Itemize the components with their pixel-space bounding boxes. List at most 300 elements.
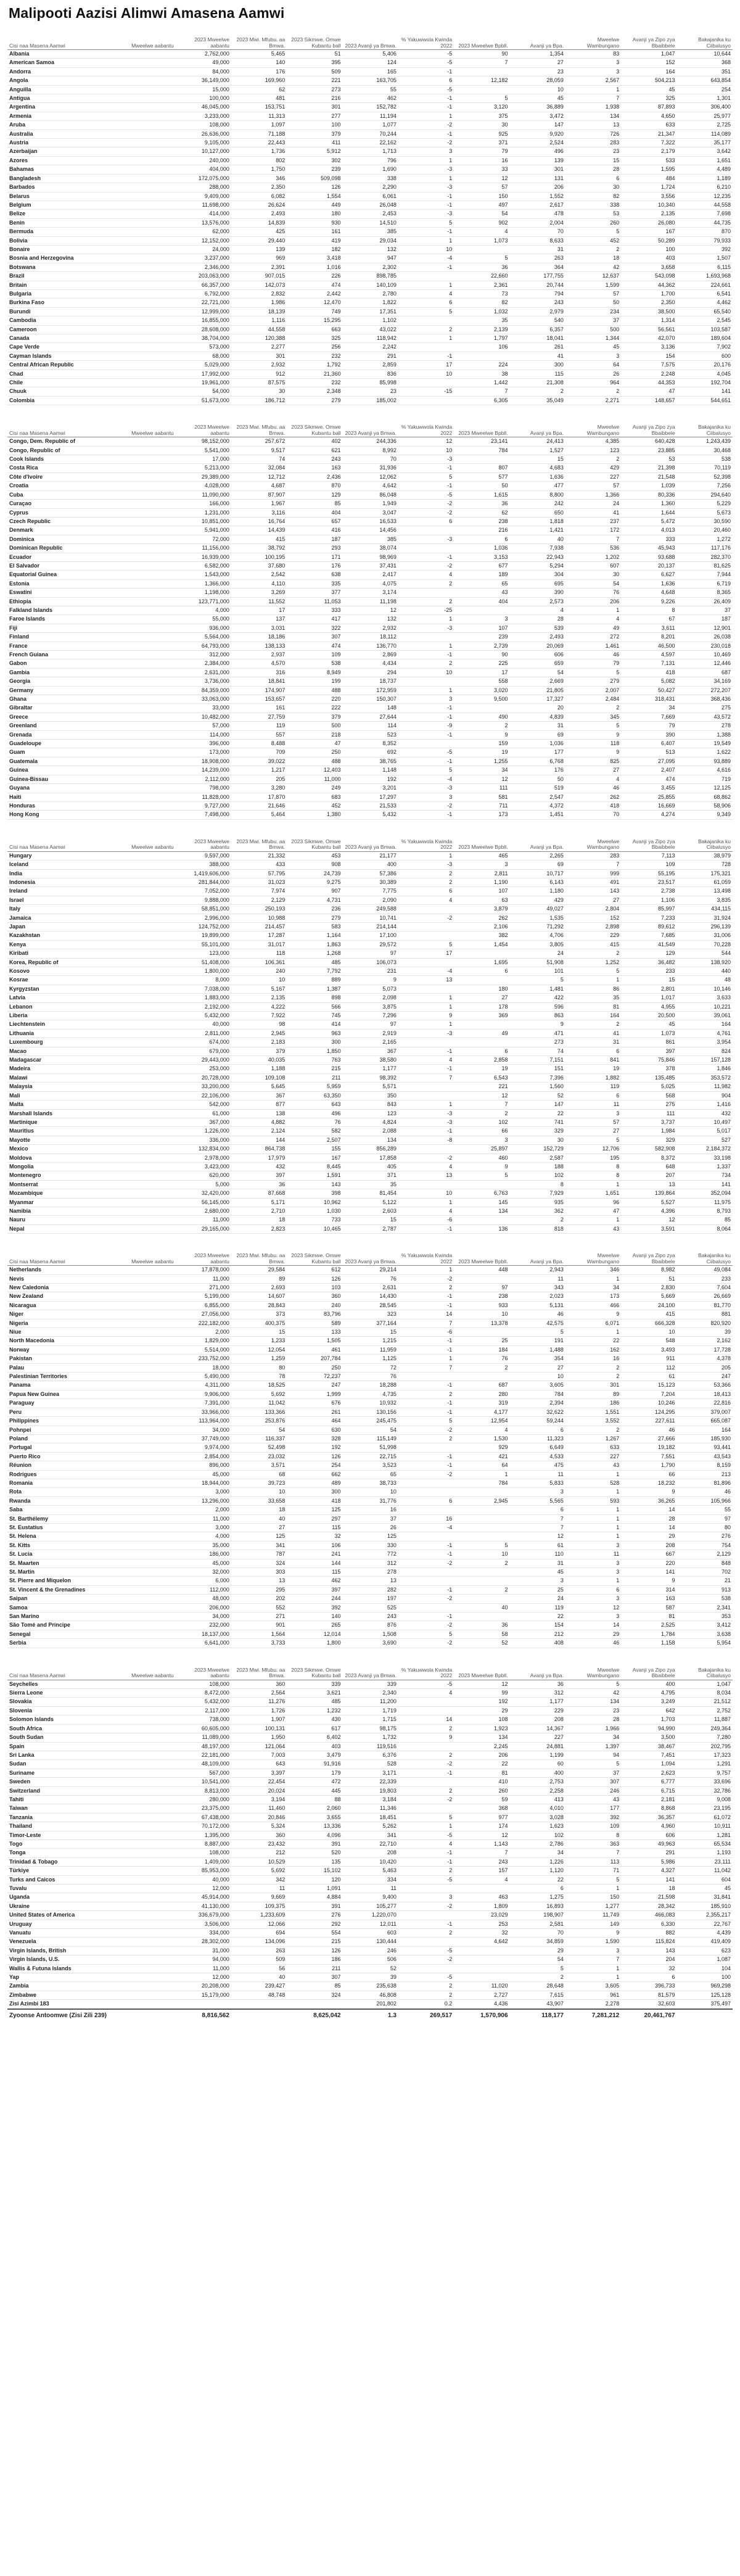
table-cell: 182 <box>287 245 342 254</box>
table-cell: 229 <box>565 931 621 940</box>
table-cell: 6,777 <box>621 1778 676 1786</box>
table-cell: 930 <box>287 218 342 227</box>
country-name: Cambodia <box>7 316 120 325</box>
table-cell: 243 <box>343 1612 398 1621</box>
table-cell: 497 <box>454 200 509 209</box>
table-cell: 1,790 <box>621 1461 676 1470</box>
table-cell: 1 <box>454 1470 509 1479</box>
table-cell: 807 <box>454 464 509 473</box>
table-row <box>7 967 733 976</box>
table-cell: 123 <box>343 1109 398 1118</box>
table-cell: 1,016 <box>287 263 342 271</box>
table-cell: 206 <box>510 183 565 192</box>
table-cell: 83,796 <box>287 1310 342 1319</box>
table-cell: 208 <box>621 1541 676 1550</box>
table-cell: 3,479 <box>287 1751 342 1759</box>
table-row <box>7 1875 733 1884</box>
table-cell <box>120 1911 175 1920</box>
table-cell: 18,944,000 <box>176 1479 231 1487</box>
table-cell: 34,859 <box>510 1938 565 1946</box>
table-cell: 216 <box>454 526 509 535</box>
table-cell: 283 <box>565 139 621 147</box>
table-cell: 9 <box>454 1162 509 1171</box>
table-cell: -1 <box>398 94 454 103</box>
table-cell: -8 <box>398 1136 454 1144</box>
table-cell: 81 <box>565 1002 621 1011</box>
table-cell: 53 <box>565 210 621 218</box>
table-cell: 246 <box>565 1786 621 1795</box>
table-cell <box>120 325 175 334</box>
table-cell: 1,272 <box>677 535 733 543</box>
table-cell: 843 <box>343 1100 398 1109</box>
table-cell: 10,340 <box>621 200 676 209</box>
table-cell: 106,073 <box>343 958 398 967</box>
table-cell: 9,400 <box>343 1893 398 1902</box>
table-cell <box>120 1274 175 1283</box>
table-cell <box>398 1804 454 1813</box>
table-cell: 32,084 <box>231 464 287 473</box>
table-cell: 1,252 <box>565 958 621 967</box>
table-cell: -1 <box>398 1461 454 1470</box>
table-cell: 13,336 <box>287 1822 342 1831</box>
table-cell <box>120 642 175 650</box>
table-cell: -2 <box>398 1154 454 1162</box>
table-cell: 1,198,000 <box>176 588 231 597</box>
table-cell: 5,472 <box>621 517 676 526</box>
table-cell: 65,534 <box>677 1839 733 1848</box>
table-cell: 4 <box>398 1689 454 1698</box>
table-cell: 2,542 <box>231 571 287 579</box>
table-cell: 191 <box>510 1337 565 1345</box>
table-cell: 1,337 <box>677 1162 733 1171</box>
table-cell: 6,357 <box>510 325 565 334</box>
table-cell: 46,045,000 <box>176 103 231 112</box>
country-name: Azores <box>7 156 120 165</box>
table-cell: 6,855,000 <box>176 1301 231 1310</box>
table-cell: 4,439 <box>677 1929 733 1938</box>
table-cell: 163 <box>621 1595 676 1603</box>
table-cell: -1 <box>398 1857 454 1866</box>
country-name: Spain <box>7 1742 120 1751</box>
table-cell: -5 <box>398 748 454 757</box>
table-cell: 19,961,000 <box>176 379 231 387</box>
table-cell: -1 <box>398 200 454 209</box>
table-cell: 10 <box>398 668 454 677</box>
table-cell: -2 <box>398 1902 454 1910</box>
table-cell: 7,233 <box>621 914 676 922</box>
table-cell: 2,271 <box>565 396 621 405</box>
table-cell: 2,587 <box>510 1154 565 1162</box>
table-cell: 687 <box>677 668 733 677</box>
table-cell: -4 <box>398 967 454 976</box>
table-row <box>7 1073 733 1082</box>
table-cell: 204 <box>621 1955 676 1964</box>
table-cell: 9,974,000 <box>176 1443 231 1452</box>
table-cell: 24 <box>565 500 621 508</box>
country-name: Rwanda <box>7 1496 120 1505</box>
table-cell: 7,922 <box>231 1012 287 1020</box>
gap-cell <box>7 819 733 832</box>
table-cell: 2,361 <box>454 281 509 289</box>
table-cell: 18,525 <box>231 1381 287 1390</box>
column-header: Avanji ya Zipo zya Bbaibbele <box>621 30 676 50</box>
table-cell: 7,775 <box>343 887 398 896</box>
country-name: Bolivia <box>7 236 120 245</box>
table-row <box>7 1839 733 1848</box>
table-cell <box>398 958 454 967</box>
country-name: Romania <box>7 1479 120 1487</box>
table-cell: -3 <box>398 210 454 218</box>
country-name: Greenland <box>7 722 120 730</box>
table-cell: -1 <box>398 1065 454 1073</box>
table-cell: 46 <box>565 1639 621 1648</box>
table-cell: 2,346,000 <box>176 263 231 271</box>
table-cell: 0.2 <box>398 2000 454 2009</box>
table-cell: 440 <box>677 967 733 976</box>
table-row <box>7 775 733 783</box>
table-cell: 5,122 <box>343 1198 398 1207</box>
table-cell: 300 <box>287 1038 342 1047</box>
table-cell: 2,350 <box>231 183 287 192</box>
table-cell: 37,749,000 <box>176 1434 231 1443</box>
country-name: Czech Republic <box>7 517 120 526</box>
column-header: Avanji ya Zipo zya Bbaibbele <box>621 1246 676 1266</box>
table-cell: 5,833 <box>510 1479 565 1487</box>
table-cell <box>120 1127 175 1136</box>
table-cell: 484 <box>621 174 676 183</box>
table-cell: 273 <box>510 1038 565 1047</box>
table-cell: 471 <box>510 1029 565 1038</box>
table-cell: 2,898 <box>565 922 621 931</box>
table-cell: 14,456 <box>343 526 398 535</box>
table-cell: 2,738 <box>621 887 676 896</box>
table-cell: 9,669 <box>231 1893 287 1902</box>
table-cell <box>120 437 175 446</box>
table-cell: 2 <box>510 1973 565 1982</box>
country-name: Montserrat <box>7 1180 120 1189</box>
table-cell: 186 <box>565 1399 621 1408</box>
table-cell: 1,226 <box>510 1857 565 1866</box>
table-cell: 28 <box>565 165 621 174</box>
table-cell <box>120 704 175 712</box>
table-cell: 17,327 <box>510 695 565 704</box>
table-cell: 2,117,000 <box>176 1706 231 1715</box>
table-cell: 798,000 <box>176 784 231 793</box>
table-cell: 3,280 <box>231 784 287 793</box>
table-cell: 253,876 <box>231 1417 287 1426</box>
table-cell: 2,000 <box>176 1506 231 1514</box>
table-cell: 2 <box>398 1724 454 1733</box>
table-cell: 8,982 <box>621 1266 676 1274</box>
table-cell: 54 <box>510 1955 565 1964</box>
table-cell: 1,189 <box>677 174 733 183</box>
table-cell: 11,053 <box>287 597 342 606</box>
table-cell: 114,089 <box>677 130 733 138</box>
gap-cell <box>7 405 733 418</box>
table-cell <box>454 1274 509 1283</box>
table-cell: 244,336 <box>343 437 398 446</box>
table-cell: 153,657 <box>231 695 287 704</box>
table-cell: 13,378 <box>454 1319 509 1327</box>
table-cell: 211 <box>287 1964 342 1973</box>
table-cell: 52 <box>343 1964 398 1973</box>
column-header: 2023 Sikmwe. Omwe Kubantu ball <box>287 1246 342 1266</box>
table-row <box>7 1786 733 1795</box>
table-cell <box>120 535 175 543</box>
table-cell: 29,214 <box>343 1266 398 1274</box>
table-cell: 3,028 <box>510 1813 565 1822</box>
table-cell: 677 <box>454 561 509 570</box>
table-row <box>7 1733 733 1742</box>
table-cell: 61,000 <box>176 1109 231 1118</box>
table-cell: 114 <box>343 722 398 730</box>
country-name: Equatorial Guinea <box>7 571 120 579</box>
table-cell <box>120 775 175 783</box>
table-cell: 1,047 <box>621 50 676 59</box>
table-cell: 1 <box>398 1020 454 1029</box>
table-row <box>7 1180 733 1189</box>
table-row <box>7 869 733 878</box>
table-cell: 5,262 <box>343 1822 398 1831</box>
table-cell: 240 <box>231 967 287 976</box>
table-cell: 12,470 <box>287 299 342 307</box>
table-cell: 149 <box>565 1920 621 1928</box>
table-cell <box>398 1964 454 1973</box>
table-cell: 213 <box>677 1470 733 1479</box>
table-cell: 32 <box>621 1964 676 1973</box>
table-cell: 363 <box>565 1839 621 1848</box>
table-cell: 115 <box>287 1523 342 1532</box>
table-cell <box>120 1408 175 1416</box>
table-cell: 20,137 <box>621 561 676 570</box>
table-cell: 7,396 <box>510 1073 565 1082</box>
table-cell: 94,990 <box>621 1724 676 1733</box>
table-cell: 17,100 <box>343 931 398 940</box>
table-row <box>7 985 733 993</box>
table-cell: 250,193 <box>231 905 287 914</box>
country-name: Türkiye <box>7 1867 120 1875</box>
table-cell: 71,188 <box>231 130 287 138</box>
table-row <box>7 579 733 588</box>
table-row <box>7 218 733 227</box>
table-cell <box>454 949 509 958</box>
table-cell <box>120 967 175 976</box>
table-cell <box>120 811 175 819</box>
table-cell: 7,451 <box>621 1751 676 1759</box>
table-cell: 533 <box>621 156 676 165</box>
table-cell: 120 <box>287 1875 342 1884</box>
table-cell: 2,507 <box>287 1136 342 1144</box>
table-cell <box>398 1091 454 1100</box>
column-header: Mweelwe aabantu <box>120 1246 175 1266</box>
table-cell: 21,177 <box>343 851 398 860</box>
table-cell: 57 <box>565 482 621 490</box>
table-cell: 2,945 <box>231 1029 287 1038</box>
table-cell: 417 <box>287 615 342 624</box>
table-cell: 67,438,000 <box>176 1813 231 1822</box>
table-cell <box>120 94 175 103</box>
table-cell: 11 <box>565 1550 621 1559</box>
table-cell: 5 <box>565 967 621 976</box>
table-cell: 2,162 <box>677 1337 733 1345</box>
table-cell: 379 <box>287 130 342 138</box>
table-cell: 79 <box>565 659 621 668</box>
table-cell: 135,485 <box>621 1073 676 1082</box>
table-cell: 353,572 <box>677 1073 733 1082</box>
table-cell: 40 <box>454 1603 509 1612</box>
table-cell: 227,611 <box>621 1417 676 1426</box>
table-cell: 137 <box>231 615 287 624</box>
table-cell: 2,088 <box>343 1127 398 1136</box>
table-cell: 1,693,968 <box>677 272 733 281</box>
table-cell: 3,000 <box>176 1488 231 1496</box>
country-name: Belgium <box>7 200 120 209</box>
table-cell: 416 <box>287 526 342 535</box>
table-cell <box>120 1301 175 1310</box>
table-cell: 17,351 <box>343 307 398 316</box>
header-country: Cisi naa Masena Aamwi <box>7 1246 120 1266</box>
table-row <box>7 1742 733 1751</box>
table-cell: 277 <box>287 112 342 120</box>
table-row <box>7 59 733 67</box>
table-cell: 3 <box>398 695 454 704</box>
table-cell: 582,908 <box>621 1145 676 1154</box>
table-cell: 233 <box>621 967 676 976</box>
table-cell: 2 <box>398 1929 454 1938</box>
table-cell: 422 <box>510 994 565 1002</box>
table-cell <box>120 343 175 352</box>
table-cell: 28,843 <box>231 1301 287 1310</box>
table-cell: 1 <box>398 1355 454 1363</box>
table-cell: 32,786 <box>677 1786 733 1795</box>
table-cell: 29 <box>565 1630 621 1638</box>
country-name: Guyana <box>7 784 120 793</box>
table-cell: 85 <box>677 1216 733 1224</box>
table-cell: 1,599 <box>565 281 621 289</box>
table-cell: 1 <box>565 1577 621 1585</box>
table-row <box>7 85 733 94</box>
table-row <box>7 1813 733 1822</box>
table-cell: 98,969 <box>343 553 398 561</box>
table-cell: 11,198 <box>343 597 398 606</box>
table-cell: 7,052,000 <box>176 887 231 896</box>
table-cell: 2,943 <box>510 1266 565 1274</box>
table-cell: 157 <box>454 1867 509 1875</box>
table-cell: 11 <box>231 1885 287 1893</box>
table-cell: 5 <box>565 228 621 236</box>
table-cell: 85 <box>287 1982 342 1991</box>
table-cell: 1,719 <box>343 1706 398 1715</box>
table-cell: 72 <box>343 1363 398 1372</box>
table-cell: -3 <box>398 183 454 192</box>
column-header: 2023 Avanji ya Bmwa. <box>343 30 398 50</box>
column-header: Bakajanika ku Ciibalusyo <box>677 832 733 852</box>
table-cell: -3 <box>398 861 454 869</box>
table-cell: 1,442 <box>454 379 509 387</box>
table-cell: 898 <box>287 994 342 1002</box>
table-cell: 1,268 <box>287 949 342 958</box>
table-cell: 94,000 <box>176 1955 231 1964</box>
table-cell: 343 <box>510 1284 565 1292</box>
table-cell: 11,313 <box>231 112 287 120</box>
table-cell: 11,042 <box>677 1867 733 1875</box>
table-cell: 333 <box>621 535 676 543</box>
total-label: Zyoonse Antoomwe (Zisi Zili 239) <box>7 2009 120 2020</box>
table-cell: 14,239,000 <box>176 766 231 775</box>
table-cell: 2 <box>398 1867 454 1875</box>
table-cell: 8,472,000 <box>176 1689 231 1698</box>
table-cell: -3 <box>398 784 454 793</box>
country-name: Eswatini <box>7 588 120 597</box>
column-header: Bakajanika ku Ciibalusyo <box>677 30 733 50</box>
table-cell: 67 <box>621 615 676 624</box>
table-cell: 1 <box>398 236 454 245</box>
table-row <box>7 642 733 650</box>
table-cell: 85,998 <box>343 379 398 387</box>
table-cell: 1,281 <box>677 1831 733 1839</box>
table-cell: 103 <box>287 1284 342 1292</box>
table-cell: 10 <box>454 1310 509 1319</box>
table-cell: 13 <box>398 1171 454 1180</box>
table-cell: 36,149,000 <box>176 76 231 85</box>
table-cell <box>120 236 175 245</box>
table-cell: 27,666 <box>621 1434 676 1443</box>
table-cell: 1,275 <box>510 1893 565 1902</box>
table-cell <box>120 801 175 810</box>
table-cell: 3,591 <box>621 1224 676 1233</box>
total-cell: 118,177 <box>510 2009 565 2020</box>
table-cell: 115,824 <box>621 1938 676 1946</box>
table-row <box>7 272 733 281</box>
table-cell <box>120 59 175 67</box>
table-cell: 351 <box>677 67 733 76</box>
table-cell: -9 <box>398 722 454 730</box>
table-cell <box>120 1742 175 1751</box>
table-cell: 124 <box>343 59 398 67</box>
table-cell: 5,406 <box>343 50 398 59</box>
table-cell: 445 <box>287 1786 342 1795</box>
table-cell: 1 <box>398 615 454 624</box>
total-cell: 20,461,767 <box>621 2009 676 2020</box>
table-cell: 38,792 <box>231 544 287 553</box>
table-cell: 2 <box>565 245 621 254</box>
table-cell: 1 <box>398 642 454 650</box>
table-cell: 243 <box>287 455 342 464</box>
table-cell: 114,000 <box>176 730 231 739</box>
table-cell: 14 <box>621 1506 676 1514</box>
country-name: Ecuador <box>7 553 120 561</box>
table-cell: 253,000 <box>176 1065 231 1073</box>
table-cell: -2 <box>398 1595 454 1603</box>
country-name: Kosrae <box>7 976 120 985</box>
table-cell: 1,366 <box>565 490 621 499</box>
table-cell: 89 <box>565 1390 621 1398</box>
table-cell: 397 <box>231 1171 287 1180</box>
table-cell: 143 <box>621 1946 676 1955</box>
table-cell: 2,023 <box>510 1292 565 1301</box>
table-cell: 1,636 <box>510 473 565 481</box>
table-cell: 28,648 <box>510 1982 565 1991</box>
table-cell <box>398 1698 454 1706</box>
table-cell <box>120 1875 175 1884</box>
table-cell: 81 <box>621 1612 676 1621</box>
table-cell: 3,879 <box>454 905 509 914</box>
table-cell <box>120 624 175 632</box>
table-cell: 108 <box>454 1715 509 1724</box>
table-cell: 1,193 <box>677 1849 733 1857</box>
table-cell: 4 <box>398 571 454 579</box>
table-cell: 491 <box>565 878 621 886</box>
